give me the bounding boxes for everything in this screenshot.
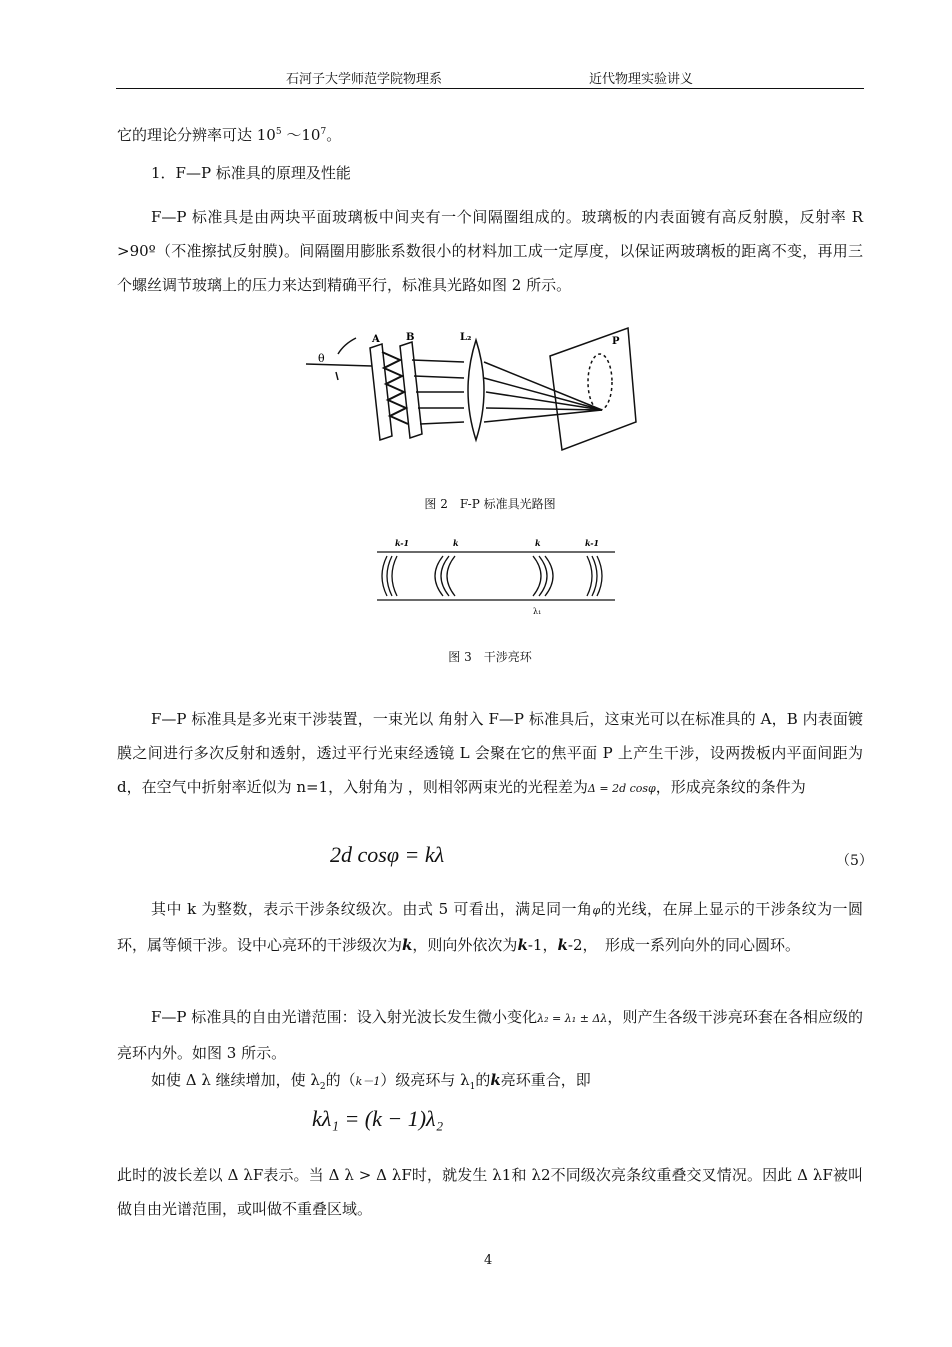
p1-text-c: 。 — [326, 126, 342, 144]
paragraph-free-spectral-range-def: 此时的波长差以 Δ λF表示。当 Δ λ > Δ λF时，就发生 λ1和 λ2不同级次亮条纹重叠交叉情况。因此 Δ λF被叫做自由光谱范围，或叫做不重叠区域。 — [117, 1166, 863, 1218]
section-title: 1．F—P 标准具的原理及性能 — [151, 164, 351, 182]
label-a: A — [372, 334, 380, 345]
label-k2: k — [453, 538, 459, 548]
p1-text-a: 它的理论分辨率可达 10 — [117, 126, 276, 144]
paragraph-resolution — [117, 125, 863, 145]
plate-a — [370, 344, 392, 440]
p4-text-a: 其中 k 为整数，表示干涉条纹级次。由式 5 可看出，满足同一角 — [151, 900, 593, 918]
p4-text-b: 的光线，在屏上显示的干涉条纹为一圆环，属等倾干涉。设中心亮环的干涉级次为 — [117, 900, 863, 954]
paragraph-fp-description: F—P 标准具是由两块平面玻璃板中间夹有一个间隔圈组成的。玻璃板的内表面镀有高反射膜，反射率 R >90º（不准擦拭反射膜)。间隔圈用膨胀系数很小的材料加工成一定厚度，以保证两玻璃板的距离不变，再用三个螺丝调节玻璃上的压力来达到精确平行，标准具光路如图 2 所示。 — [117, 208, 863, 294]
p4-text-c: ，则向外依次为 — [412, 936, 518, 954]
p1-exponent-2: 7 — [320, 127, 327, 137]
header-right: 近代物理实验讲义 — [589, 72, 694, 87]
p3-text-a: F—P 标准具是多光束干涉装置，一束光以 角射入 F—P 标准具后，这束光可以在标准具的 A，B 内表面镀膜之间进行多次反射和透射，透过平行光束经透镜 L 会聚在它的焦平面 P 上产生干涉，设两拨板内平面间距为 d，在空气中折射率近似为 n=1，入射角为 ，则相邻两束光的光程差为 — [117, 710, 863, 796]
label-theta: θ — [318, 352, 325, 365]
figure-2-caption: 图 2 F-P 标准具光路图 — [424, 497, 556, 511]
p6-subscript-1: 1 — [469, 1082, 476, 1092]
k-symbol-2: k — [517, 936, 528, 954]
theta-mark — [336, 372, 338, 380]
label-k1: k-1 — [395, 538, 410, 548]
p1-exponent-1: 5 — [275, 127, 282, 137]
ring — [588, 354, 612, 410]
phi-symbol: φ — [592, 904, 601, 917]
path-difference-formula: Δ = 2d cosφ — [587, 782, 656, 795]
page-header — [116, 66, 864, 89]
p6-text-d: 的 — [475, 1071, 491, 1089]
p6-text-b: 的（ — [325, 1071, 356, 1089]
k-symbol-1: k — [402, 936, 413, 954]
p5-text-b: ，则产生各级干涉亮环套在各相应级的亮环内外。如图 3 所示。 — [117, 1008, 863, 1062]
paragraph-overlap — [117, 1070, 863, 1092]
p3-text-b: ，形成亮条纹的条件为 — [655, 778, 806, 796]
header-left: 石河子大学师范学院物理系 — [286, 72, 443, 87]
page-number: 4 — [484, 1253, 493, 1268]
theta-arc — [338, 338, 356, 354]
figure-2-diagram — [300, 320, 652, 452]
plate-b — [400, 342, 422, 438]
figure-3-diagram — [375, 530, 620, 620]
incident-ray — [306, 364, 372, 366]
equation-5: 2d cosφ = kλ — [330, 842, 445, 867]
label-l2: L₂ — [460, 332, 472, 343]
p6-text-a: 如使 Δ λ 继续增加，使 λ — [151, 1071, 320, 1089]
p4-text-d: -1， — [527, 936, 558, 954]
p6-text-e: 亮环重合，即 — [500, 1071, 591, 1089]
label-k4: k-1 — [585, 538, 600, 548]
label-p: P — [612, 336, 620, 347]
label-lambda1: λ₁ — [533, 607, 542, 616]
paragraph-order — [117, 892, 863, 962]
paragraph-multibeam — [117, 702, 863, 806]
p4-text-e: -2， 形成一系列向外的同心圆环。 — [567, 936, 800, 954]
k-symbol-3: k — [557, 936, 568, 954]
figure-3-caption: 图 3 干涉亮环 — [448, 650, 532, 664]
equation-overlap: kλ₁ = (k − 1)λ₂ — [312, 1106, 444, 1131]
paragraph-free-spectral-range — [117, 1000, 863, 1070]
equation-5-number: （5） — [836, 853, 873, 869]
screen-p — [550, 328, 636, 450]
p6-order-formula: k－1 — [355, 1075, 381, 1088]
p1-text-b: ～10 — [281, 126, 321, 144]
wavelength-change-formula: λ₂ = λ₁ ± Δλ — [537, 1012, 608, 1025]
label-k3: k — [535, 538, 541, 548]
p6-text-c: ）级亮环与 λ — [380, 1071, 470, 1089]
lens-l2 — [468, 340, 484, 440]
p6-k-symbol: k — [490, 1071, 501, 1089]
label-b: B — [406, 332, 415, 343]
p5-text-a: F—P 标准具的自由光谱范围：设入射光波长发生微小变化 — [151, 1008, 538, 1026]
p6-subscript-2: 2 — [319, 1082, 326, 1092]
